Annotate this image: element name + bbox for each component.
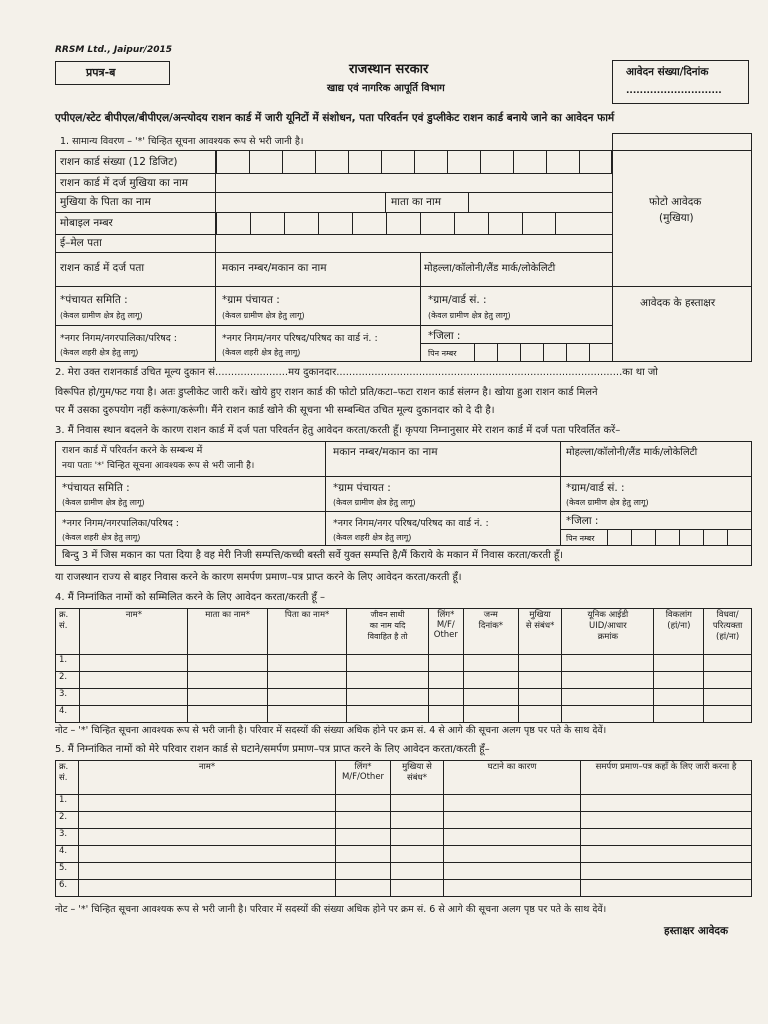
s4-table: क्र. सं. नाम* माता का नाम* पिता का नाम* जीवन साथी का नाम यदि विवाहित है तो लिंग* M/F/ Other जन्म दिनांक* मुखिया से संबंध* यूनिक आईडी UID/आधार क्रमांक विकलांग (हां/ना) विधवा/ परित्यक्ता (हां/ना) 1. 2. 3. 4. (55, 608, 752, 723)
s1-heading: 1. सामान्य विवरण – '*' चिन्हित सूचना आवश्यक रूप से भरी जानी है। (60, 136, 304, 147)
s3-house-label: मकान नम्बर/मकान का नाम (333, 446, 438, 458)
rural-note-3: (केवल ग्रामीण क्षेत्र हेतु लागू) (428, 311, 511, 320)
s3-gram-ward: *ग्राम/वार्ड सं. : (566, 482, 625, 494)
mother-label: माता का नाम (391, 196, 441, 208)
table-row[interactable]: 3. (56, 689, 752, 706)
mobile-number-boxes[interactable] (216, 213, 556, 234)
nagar-ward-label: *नगर निगम/नगर परिषद/परिषद का वार्ड नं. : (222, 333, 378, 344)
ration-no-label: राशन कार्ड संख्या (12 डिजिट) (60, 156, 178, 168)
s3-nagar-ward: *नगर निगम/नगर परिषद/परिषद का वार्ड नं. : (333, 518, 489, 529)
photo-label: फोटो आवेदक (649, 196, 702, 208)
urban-note-1: (केवल शहरी क्षेत्र हेतु लागू) (60, 348, 139, 357)
urban-note-2: (केवल शहरी क्षेत्र हेतु लागू) (222, 348, 301, 357)
s3-nagar-nigam: *नगर निगम/नगरपालिका/परिषद : (62, 518, 179, 529)
gov-title: राजस्थान सरकार (349, 62, 429, 77)
form-title: एपीएल/स्टेट बीपीएल/बीपीएल/अन्त्योदय राशन कार्ड में जारी यूनिटों में संशोधन, पता परिवर्तन एवं डुप्लीकेट राशन कार्ड बनाये जाने का आवेदन फार्म (55, 112, 615, 124)
table-row[interactable]: 4. (56, 846, 752, 863)
s3-heading: 3. मैं निवास स्थान बदलने के कारण राशन कार्ड में दर्ज पता परिवर्तन हेतु आवेदन करता/करती हूँ। कृपया निम्नानुसार मेरे राशन कार्ड में दर्ज पता परिवर्तित करें– (55, 425, 621, 436)
s3-rural-note-3: (केवल ग्रामीण क्षेत्र हेतु लागू) (566, 498, 649, 507)
applicant-signature-label: हस्ताक्षर आवेदक (664, 925, 729, 937)
table-row[interactable]: 2. (56, 672, 752, 689)
s3-rural-note-1: (केवल ग्रामीण क्षेत्र हेतु लागू) (62, 498, 145, 507)
rural-note-2: (केवल ग्रामीण क्षेत्र हेतु लागू) (222, 311, 305, 320)
app-no-box[interactable] (612, 60, 749, 104)
gram-ward-label: *ग्राम/वार्ड सं. : (428, 294, 487, 306)
district-label: *जिला : (428, 330, 461, 342)
s3-new-addr-label: नया पताः '*' चिन्हित सूचना आवश्यक रूप से भरी जानी है। (62, 461, 255, 471)
rural-note-1: (केवल ग्रामीण क्षेत्र हेतु लागू) (60, 311, 143, 320)
s3-rural-note-2: (केवल ग्रामीण क्षेत्र हेतु लागू) (333, 498, 416, 507)
address-label: राशन कार्ड में दर्ज पता (60, 262, 145, 274)
father-label: मुखिया के पिता का नाम (60, 196, 151, 208)
table-row[interactable]: 5. (56, 863, 752, 880)
s3-panchayat-samiti: *पंचायत समिति : (62, 482, 130, 494)
s3-outside: या राजस्थान राज्य से बाहर निवास करने के कारण समर्पण प्रमाण–पत्र प्राप्त करने के लिए आवेदन करता/करती हूँ। (55, 572, 462, 583)
table-row[interactable]: 2. (56, 812, 752, 829)
sign-label: आवेदक के हस्ताक्षर (640, 297, 716, 309)
s3-change-label: राशन कार्ड में परिवर्तन करने के सम्बन्ध में (62, 445, 203, 456)
form-tag: प्रपत्र-ब (86, 66, 116, 79)
table-row[interactable]: 1. (56, 655, 752, 672)
org-label: RRSM Ltd., Jaipur/2015 (55, 45, 173, 55)
panchayat-samiti-label: *पंचायत समिति : (60, 294, 128, 306)
app-no-label: आवेदन संख्या/दिनांक (626, 66, 709, 78)
app-no-field: ............................ (626, 86, 722, 96)
gram-panchayat-label: *ग्राम पंचायत : (222, 294, 280, 306)
form-tag-box (55, 61, 170, 85)
s4-heading: 4. मैं निम्नांकित नामों को सम्मिलित करने के लिए आवेदन करता/करती हूँ – (55, 592, 325, 603)
house-label: मकान नम्बर/मकान का नाम (222, 262, 327, 274)
s2-line3: पर मैं उसका दुरुपयोग नहीं करूंगा/करूंगी। मैंने राशन कार्ड खोने की सूचना भी सम्बन्धित उचित मूल्य दुकानदार को दे दी है। (55, 405, 495, 416)
email-label: ई–मेल पता (60, 237, 102, 249)
s3-gram-panchayat: *ग्राम पंचायत : (333, 482, 391, 494)
s5-note: नोट – '*' चिन्हित सूचना आवश्यक रूप से भरी जानी है। परिवार में सदस्यों की संख्या अधिक होने पर क्रम सं. 6 से आगे की सूचना अलग पृष्ठ पर पते के साथ देवें। (55, 904, 607, 915)
table-row[interactable]: 6. (56, 880, 752, 897)
s3-urban-note-1: (केवल शहरी क्षेत्र हेतु लागू) (62, 533, 141, 542)
photo-sublabel: (मुखिया) (659, 212, 694, 224)
s3-pin-boxes[interactable] (607, 530, 751, 545)
ration-number-boxes[interactable] (216, 151, 612, 173)
table-row[interactable]: 3. (56, 829, 752, 846)
table-row[interactable]: 4. (56, 706, 752, 723)
nagar-nigam-label: *नगर निगम/नगरपालिका/परिषद : (60, 333, 177, 344)
head-name-label: राशन कार्ड में दर्ज मुखिया का नाम (60, 177, 189, 189)
s4-note: नोट – '*' चिन्हित सूचना आवश्यक रूप से भरी जानी है। परिवार में सदस्यों की संख्या अधिक होने पर क्रम सं. 4 से आगे की सूचना अलग पृष्ठ पर पते के साथ देवें। (55, 725, 607, 736)
s3-point3: बिन्दु 3 में जिस मकान का पता दिया है वह मेरी निजी सम्पत्ति/कच्ची बस्ती सर्वे युक्त सम्पत्ति है/मैं किराये के मकान में निवास करता/करती हूँ। (62, 550, 564, 561)
pin-label: पिन नम्बर (428, 349, 457, 358)
s2-line2: विरूपित हो/गुम/फट गया है। अतः डुप्लीकेट जारी करें। खोये हुए राशन कार्ड की फोटो प्रति/कटा–फटा राशन कार्ड संलग्न है। खोया हुआ राशन कार्ड मिलने (55, 387, 598, 398)
s5-table: क्र. सं. नाम* लिंग* M/F/Other मुखिया से संबंध* घटाने का कारण समर्पण प्रमाण–पत्र कहाँ के लिए जारी करना है 1. 2. 3. 4. 5. 6. (55, 760, 752, 897)
s5-heading: 5. मैं निम्नांकित नामों को मेरे परिवार राशन कार्ड से घटाने/समर्पण प्रमाण–पत्र प्राप्त करने के लिए आवेदन करता/करती हूँ– (55, 744, 490, 755)
table-row[interactable]: 1. (56, 795, 752, 812)
locality-label: मोहल्ला/कॉलोनी/लैंड मार्क/लोकेलिटी (424, 263, 556, 274)
pin-boxes[interactable] (474, 344, 612, 361)
s3-district: *जिला : (566, 515, 599, 527)
s3-pin-label: पिन नम्बर (566, 534, 595, 543)
mobile-label: मोबाइल नम्बर (60, 217, 113, 229)
dept-title: खाद्य एवं नागरिक आपूर्ति विभाग (327, 83, 445, 94)
s3-locality-label: मोहल्ला/कॉलोनी/लैंड मार्क/लोकेलिटी (566, 447, 698, 458)
s3-urban-note-2: (केवल शहरी क्षेत्र हेतु लागू) (333, 533, 412, 542)
s2-line1: 2. मेरा उक्त राशनकार्ड उचित मूल्य दुकान सं.......................मय दुकानदार..........................................................................................का था जो (55, 367, 658, 378)
